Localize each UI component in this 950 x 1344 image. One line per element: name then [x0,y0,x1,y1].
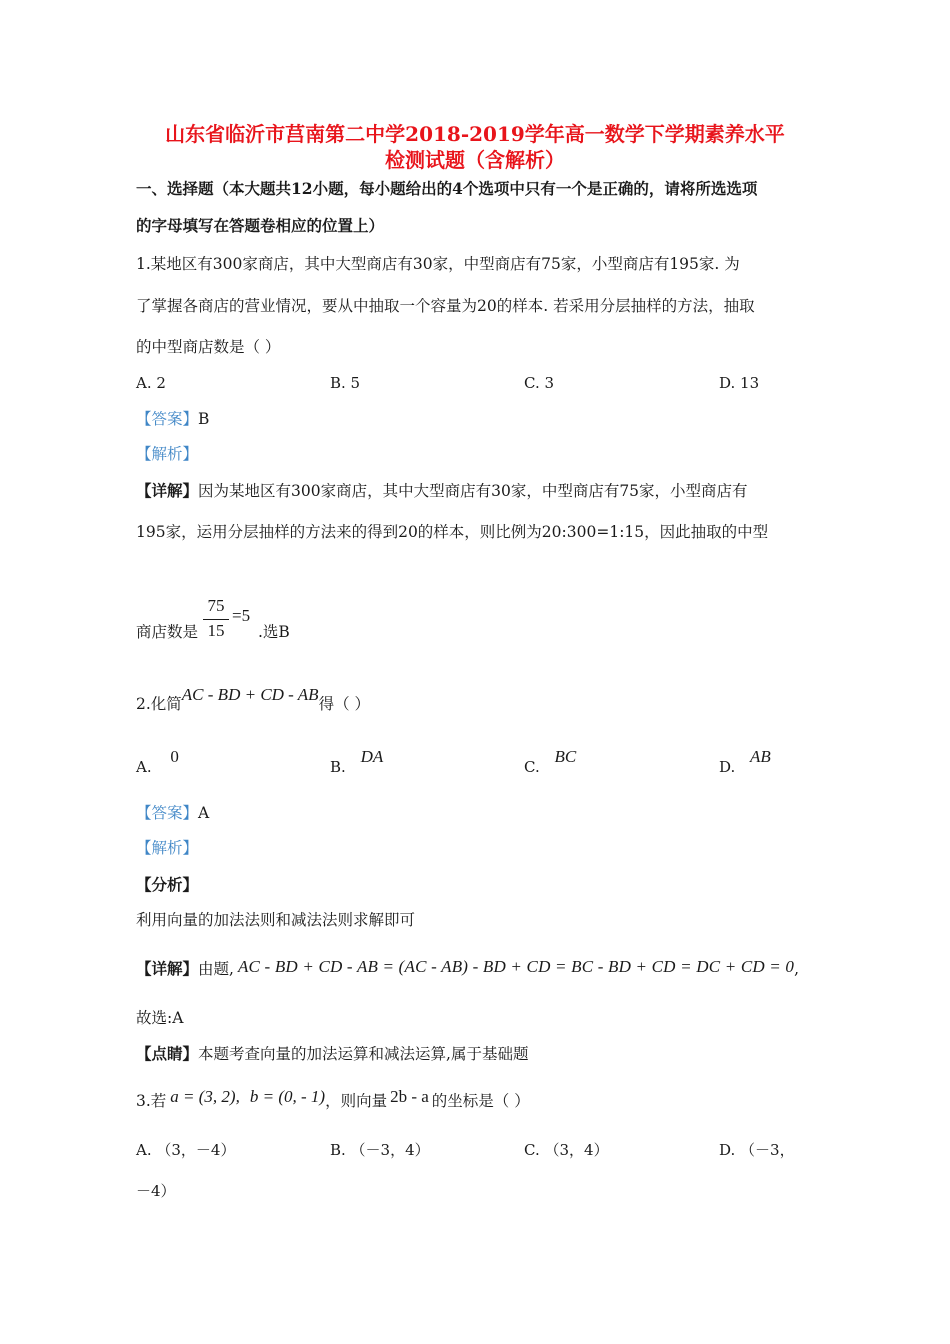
q1-detail-line1 [136,480,748,502]
q1-detail-suffix: .选B [258,623,290,641]
q2-option-d-letter: D. [719,758,736,776]
q3-suffix: 的坐标是（ ） [431,1092,530,1110]
q1-detail-text1: 因为某地区有300家商店，其中大型商店有30家，中型商店有75家，小型商店有 [198,482,748,500]
q2-fenxi-label: 【分析】 [136,875,199,894]
comment-label: 【点睛】 [136,1044,199,1063]
q3-vector-expression: 2b - a [390,1087,429,1106]
q3-text [136,1087,530,1112]
q3-option-d: D. （－3， [719,1141,795,1159]
q2-fenxi-text: 利用向量的加法法则和减法法则求解即可 [136,911,416,929]
q1-detail-line2: 195家，运用分层抽样的方法来的得到20的样本，则比例为20:300=1:15，因此抽取的中型 [136,523,769,541]
q2-option-c-letter: C. [524,758,540,776]
q3-prefix: 3.若 [136,1092,167,1110]
q2-text [136,685,370,715]
detail-label: 【详解】 [136,481,199,500]
detail-label: 【详解】 [136,959,199,978]
q2-option-b-letter: B. [330,758,346,776]
q3-option-c: C. （3，4） [524,1141,609,1159]
q1-answer-value: B [198,410,210,428]
document-title-line2: 检测试题（含解析） [385,148,565,172]
q1-text-line3: 的中型商店数是（ ） [136,338,281,356]
q3-mid: ，则向量 [325,1092,388,1110]
q2-prefix: 2.化简 [136,695,182,713]
q1-option-c: C. 3 [524,374,555,392]
q2-analysis-label: 【解析】 [136,839,199,857]
q2-answer-value: A [198,804,210,822]
q2-option-d-value: AB [750,747,771,766]
q2-option-d [719,747,771,778]
q2-option-c-value: BC [554,747,577,766]
q2-suffix: 得（ ） [318,695,370,713]
q2-expression: AC - BD + CD - AB [181,685,319,704]
q1-option-d: D. 13 [719,374,760,392]
q1-option-b: B. 5 [330,374,361,392]
section-heading-line1: 一、选择题（本大题共12小题，每小题给出的4个选项中只有一个是正确的，请将所选选项 [136,179,758,198]
q2-detail-expression: AC - BD + CD - AB = (AC - AB) - BD + CD = BC - BD + CD = DC + CD = 0 [237,957,795,976]
q2-option-b [330,747,384,778]
q2-option-c [524,747,577,778]
q1-fraction-denominator: 15 [207,621,225,640]
answer-label: 【答案】 [136,410,199,428]
q2-answer [136,802,209,824]
q2-detail-line [136,958,799,980]
q2-conclusion: 故选:A [136,1009,184,1027]
section-heading-line2: 的字母填写在答题卷相应的位置上） [136,216,385,235]
q2-detail-prefix: 由题, [198,960,234,978]
q3-option-b: B. （－3，4） [330,1141,430,1159]
q2-option-a-value: 0 [170,747,179,766]
q2-detail-suffix: , [794,960,800,978]
q1-text-line1: 1.某地区有300家商店，其中大型商店有30家，中型商店有75家，小型商店有195家. 为 [136,255,740,273]
q1-answer [136,408,209,430]
q1-analysis-label: 【解析】 [136,445,199,463]
q2-option-b-value: DA [360,747,384,766]
q1-fraction-numerator: 75 [207,596,225,615]
q1-fraction-result: =5 [232,606,251,625]
q2-option-a-letter: A. [136,758,152,776]
document-title-line1: 山东省临沂市莒南第二中学2018-2019学年高一数学下学期素养水平 [165,122,785,146]
q2-comment [136,1043,528,1065]
answer-label: 【答案】 [136,804,199,822]
q3-option-d-continued: －4） [136,1182,176,1200]
q1-option-a: A. 2 [136,374,166,392]
q3-vector-a: a = (3, 2), [170,1087,240,1106]
q1-text-line2: 了掌握各商店的营业情况，要从中抽取一个容量为20的样本. 若采用分层抽样的方法，抽取 [136,297,755,315]
q2-comment-text: 本题考查向量的加法运算和减法运算,属于基础题 [198,1045,529,1063]
q2-option-a [136,747,179,778]
q3-vector-b: b = (0, - 1) [249,1087,326,1106]
q3-option-a: A. （3，－4） [136,1141,236,1159]
q1-detail-prefix: 商店数是 [136,623,199,641]
q1-fraction-bar [203,619,229,620]
